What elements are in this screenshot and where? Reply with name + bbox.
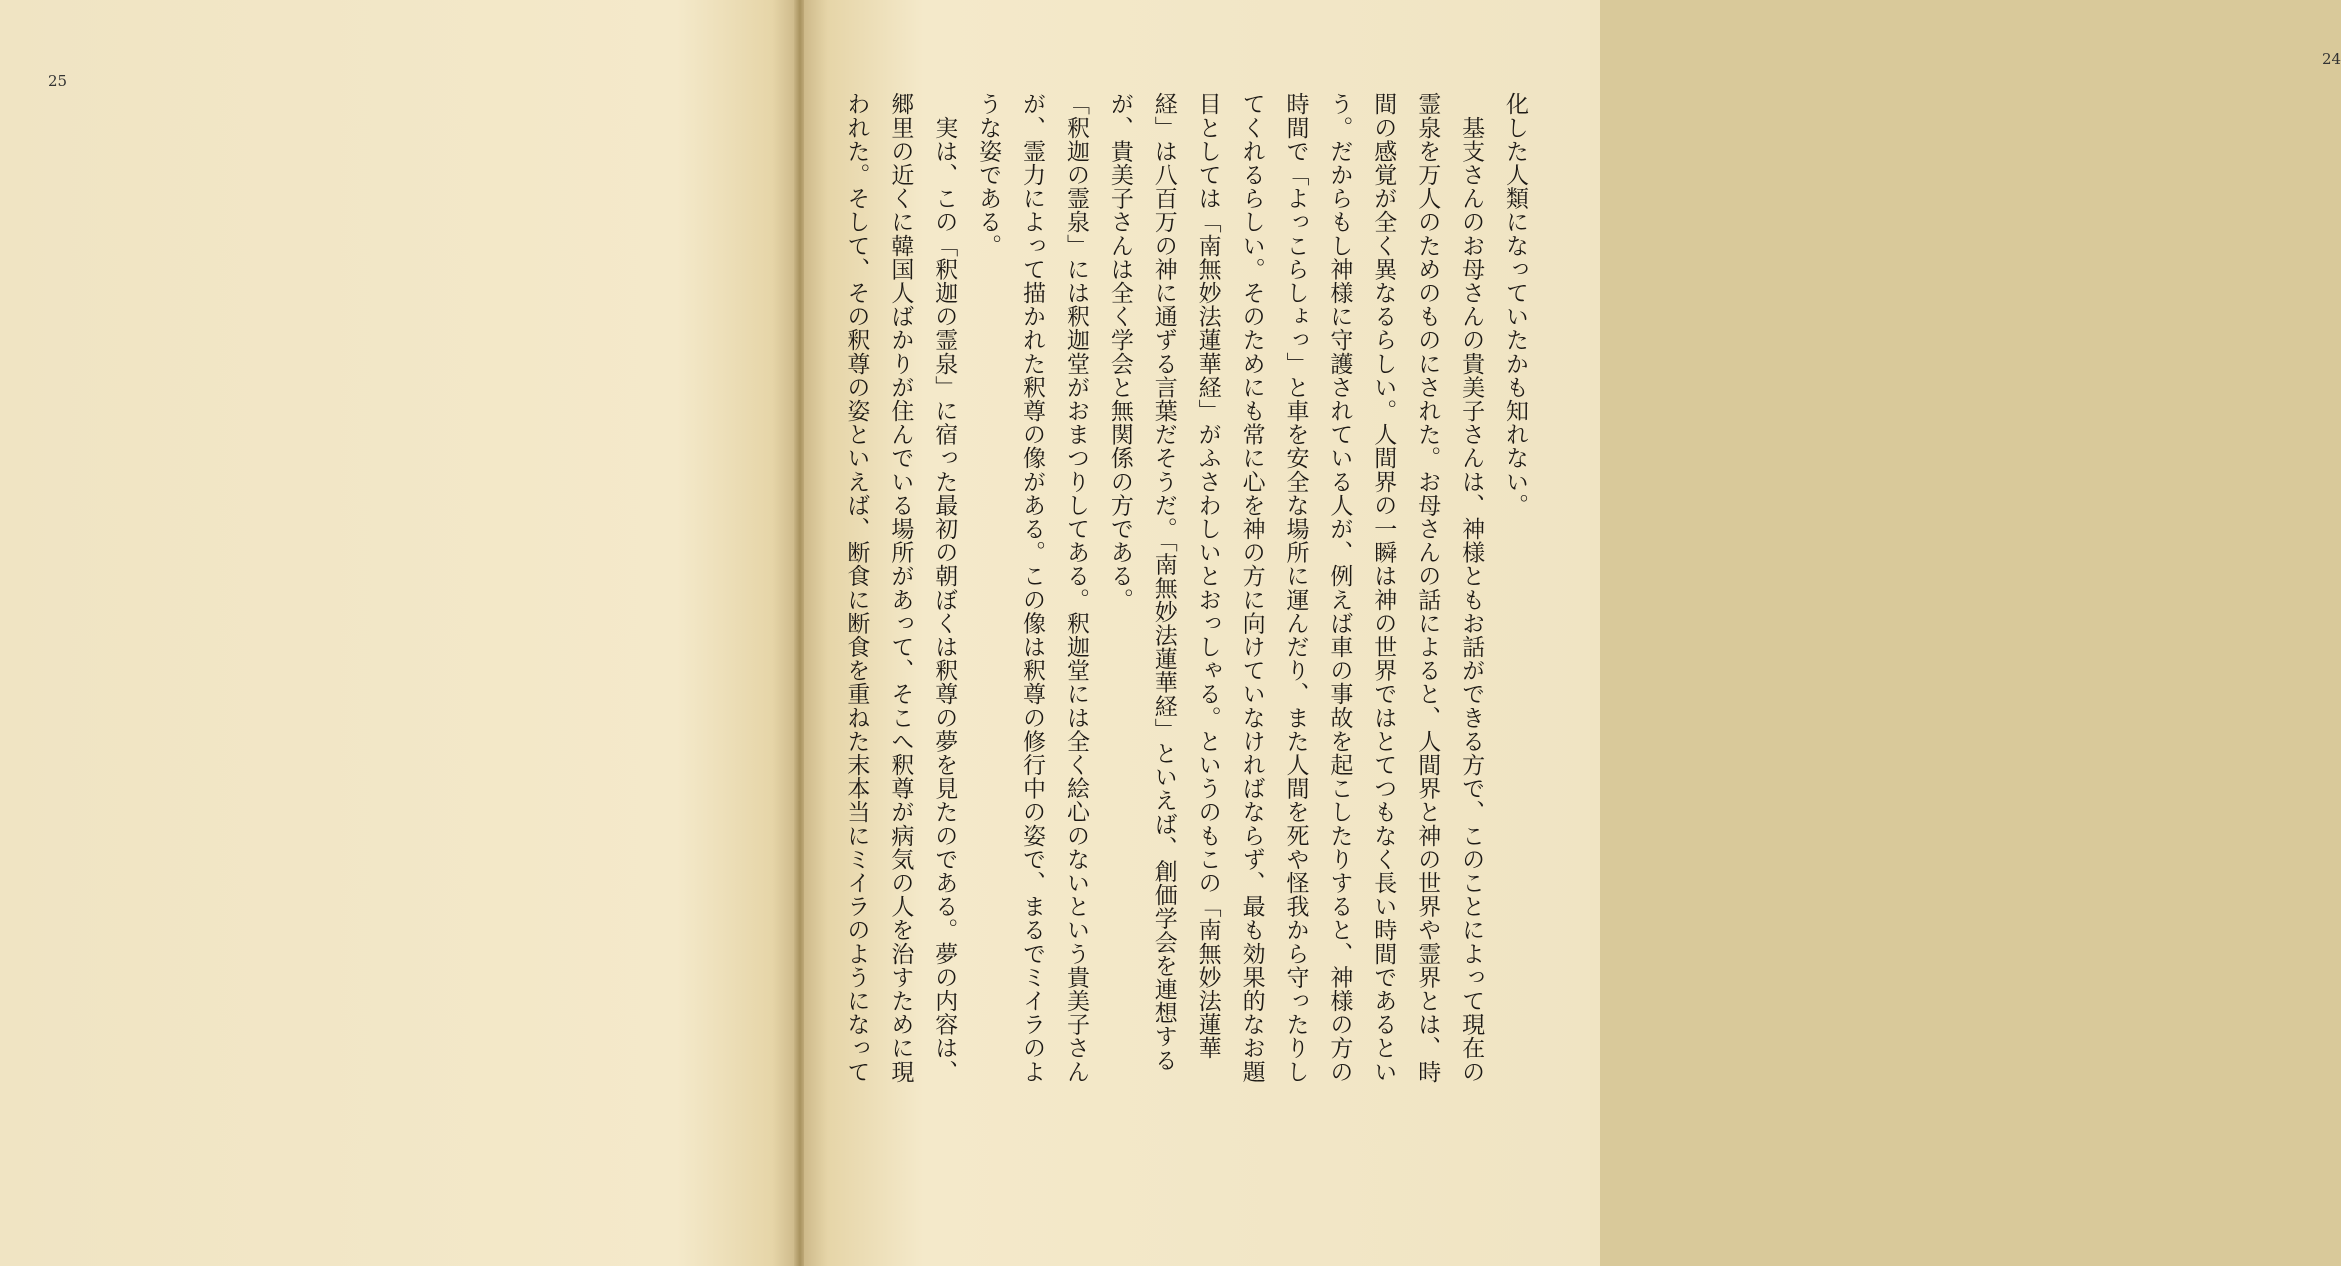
text-line: てくれるらしい。そのためにも常に心を神の方に向けていなければならず、最も効果的なお題 <box>1238 92 1265 1084</box>
text-line: 経」は八百万の神に通ずる言葉だそうだ。「南無妙法蓮華経」といえば、創価学会を連想する <box>1150 92 1177 1072</box>
right-page-text <box>843 92 1536 1242</box>
text-line: 霊泉を万人のためのものにされた。お母さんの話によると、人間界と神の世界や霊界とは、時 <box>1414 92 1441 1084</box>
left-page <box>0 0 796 1266</box>
text-line: 化した人類になっていたかも知れない。 <box>1502 92 1528 517</box>
text-line: 「釈迦の霊泉」には釈迦堂がおまつりしてある。釈迦堂には全く絵心のないという貴美子さん <box>1062 92 1089 1084</box>
text-line: 郷里の近くに韓国人ばかりが住んでいる場所があって、そこへ釈尊が病気の人を治すために現 <box>887 92 914 1084</box>
text-line: 目としては「南無妙法蓮華経」がふさわしいとおっしゃる。というのもこの「南無妙法蓮華 <box>1194 92 1221 1060</box>
page-number-left: 25 <box>48 72 68 90</box>
text-line: 基支さんのお母さんの貴美子さんは、神様ともお話ができる方で、このことによって現在の <box>1458 92 1485 1084</box>
text-line: う。だからもし神様に守護されている人が、例えば車の事故を起こしたりすると、神様の方の <box>1326 92 1353 1084</box>
text-line: 時間で「よっこらしょっ」と車を安全な場所に運んだり、また人間を死や怪我から守ったりし <box>1282 92 1309 1084</box>
page-number-right: 24 <box>2322 50 2341 68</box>
text-line: うな姿である。 <box>975 92 1002 258</box>
text-line: われた。そして、その釈尊の姿といえば、断食に断食を重ねた末本当にミイラのようになって <box>843 92 870 1084</box>
text-line: 間の感覚が全く異なるらしい。人間界の一瞬は神の世界ではとてつもなく長い時間であるとい <box>1370 92 1397 1084</box>
text-line: が、霊力によって描かれた釈尊の像がある。この像は釈尊の修行中の姿で、まるでミイラのよ <box>1019 92 1046 1084</box>
text-line: が、貴美子さんは全く学会と無関係の方である。 <box>1106 92 1133 612</box>
text-line: 実は、この「釈迦の霊泉」に宿った最初の朝ぼくは釈尊の夢を見たのである。夢の内容は、 <box>931 92 958 1084</box>
